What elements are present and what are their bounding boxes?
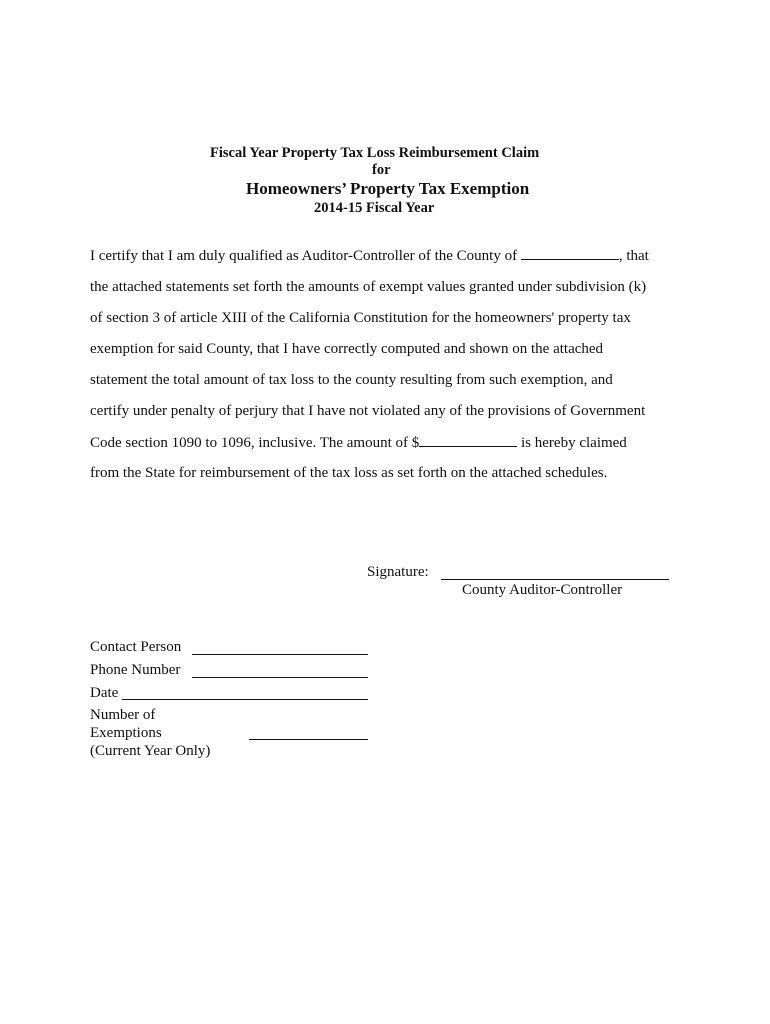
certification-line-6: certify under penalty of perjury that I have not violated any of the provisions of Government — [90, 403, 646, 419]
contact-person-field[interactable] — [192, 654, 368, 655]
signature-label: Signature: — [367, 564, 429, 580]
claim-amount-blank[interactable] — [419, 434, 517, 447]
signature-title: County Auditor-Controller — [462, 582, 623, 598]
certification-line-2: the attached statements set forth the amounts of exempt values granted under subdivision (k) — [90, 279, 647, 295]
certification-line-1 — [90, 247, 649, 265]
certification-line-8: from the State for reimbursement of the tax loss as set forth on the attached schedules. — [90, 465, 608, 481]
signature-line[interactable] — [441, 579, 669, 580]
certification-text: Code section 1090 to 1096, inclusive. The amount of $ — [90, 435, 420, 451]
certification-line-4: exemption for said County, that I have correctly computed and shown on the attached — [90, 341, 604, 357]
certification-line-3: of section 3 of article XIII of the California Constitution for the homeowners' property tax — [90, 310, 631, 326]
certification-text: , that — [618, 248, 649, 264]
header-claim-title: Fiscal Year Property Tax Loss Reimbursement Claim — [210, 145, 540, 161]
contact-person-label: Contact Person — [90, 639, 182, 655]
certification-text: I certify that I am duly qualified as Auditor-Controller of the County of — [90, 248, 521, 264]
header-exemption-title: Homeowners’ Property Tax Exemption — [246, 179, 530, 198]
number-of-exemptions-label-2: Exemptions — [90, 725, 162, 741]
number-of-exemptions-label-3: (Current Year Only) — [90, 743, 211, 759]
number-of-exemptions-field[interactable] — [249, 739, 368, 740]
date-field[interactable] — [122, 699, 368, 700]
certification-line-5: statement the total amount of tax loss to the county resulting from such exemption, and — [90, 372, 613, 388]
phone-number-label: Phone Number — [90, 662, 181, 678]
certification-text: is hereby claimed — [517, 435, 627, 451]
header-fiscal-year: 2014-15 Fiscal Year — [314, 200, 435, 216]
number-of-exemptions-label-1: Number of — [90, 707, 156, 723]
county-name-blank[interactable] — [521, 247, 619, 260]
date-label: Date — [90, 685, 119, 701]
phone-number-field[interactable] — [192, 677, 368, 678]
certification-line-7 — [90, 434, 627, 452]
header-for: for — [372, 162, 391, 178]
